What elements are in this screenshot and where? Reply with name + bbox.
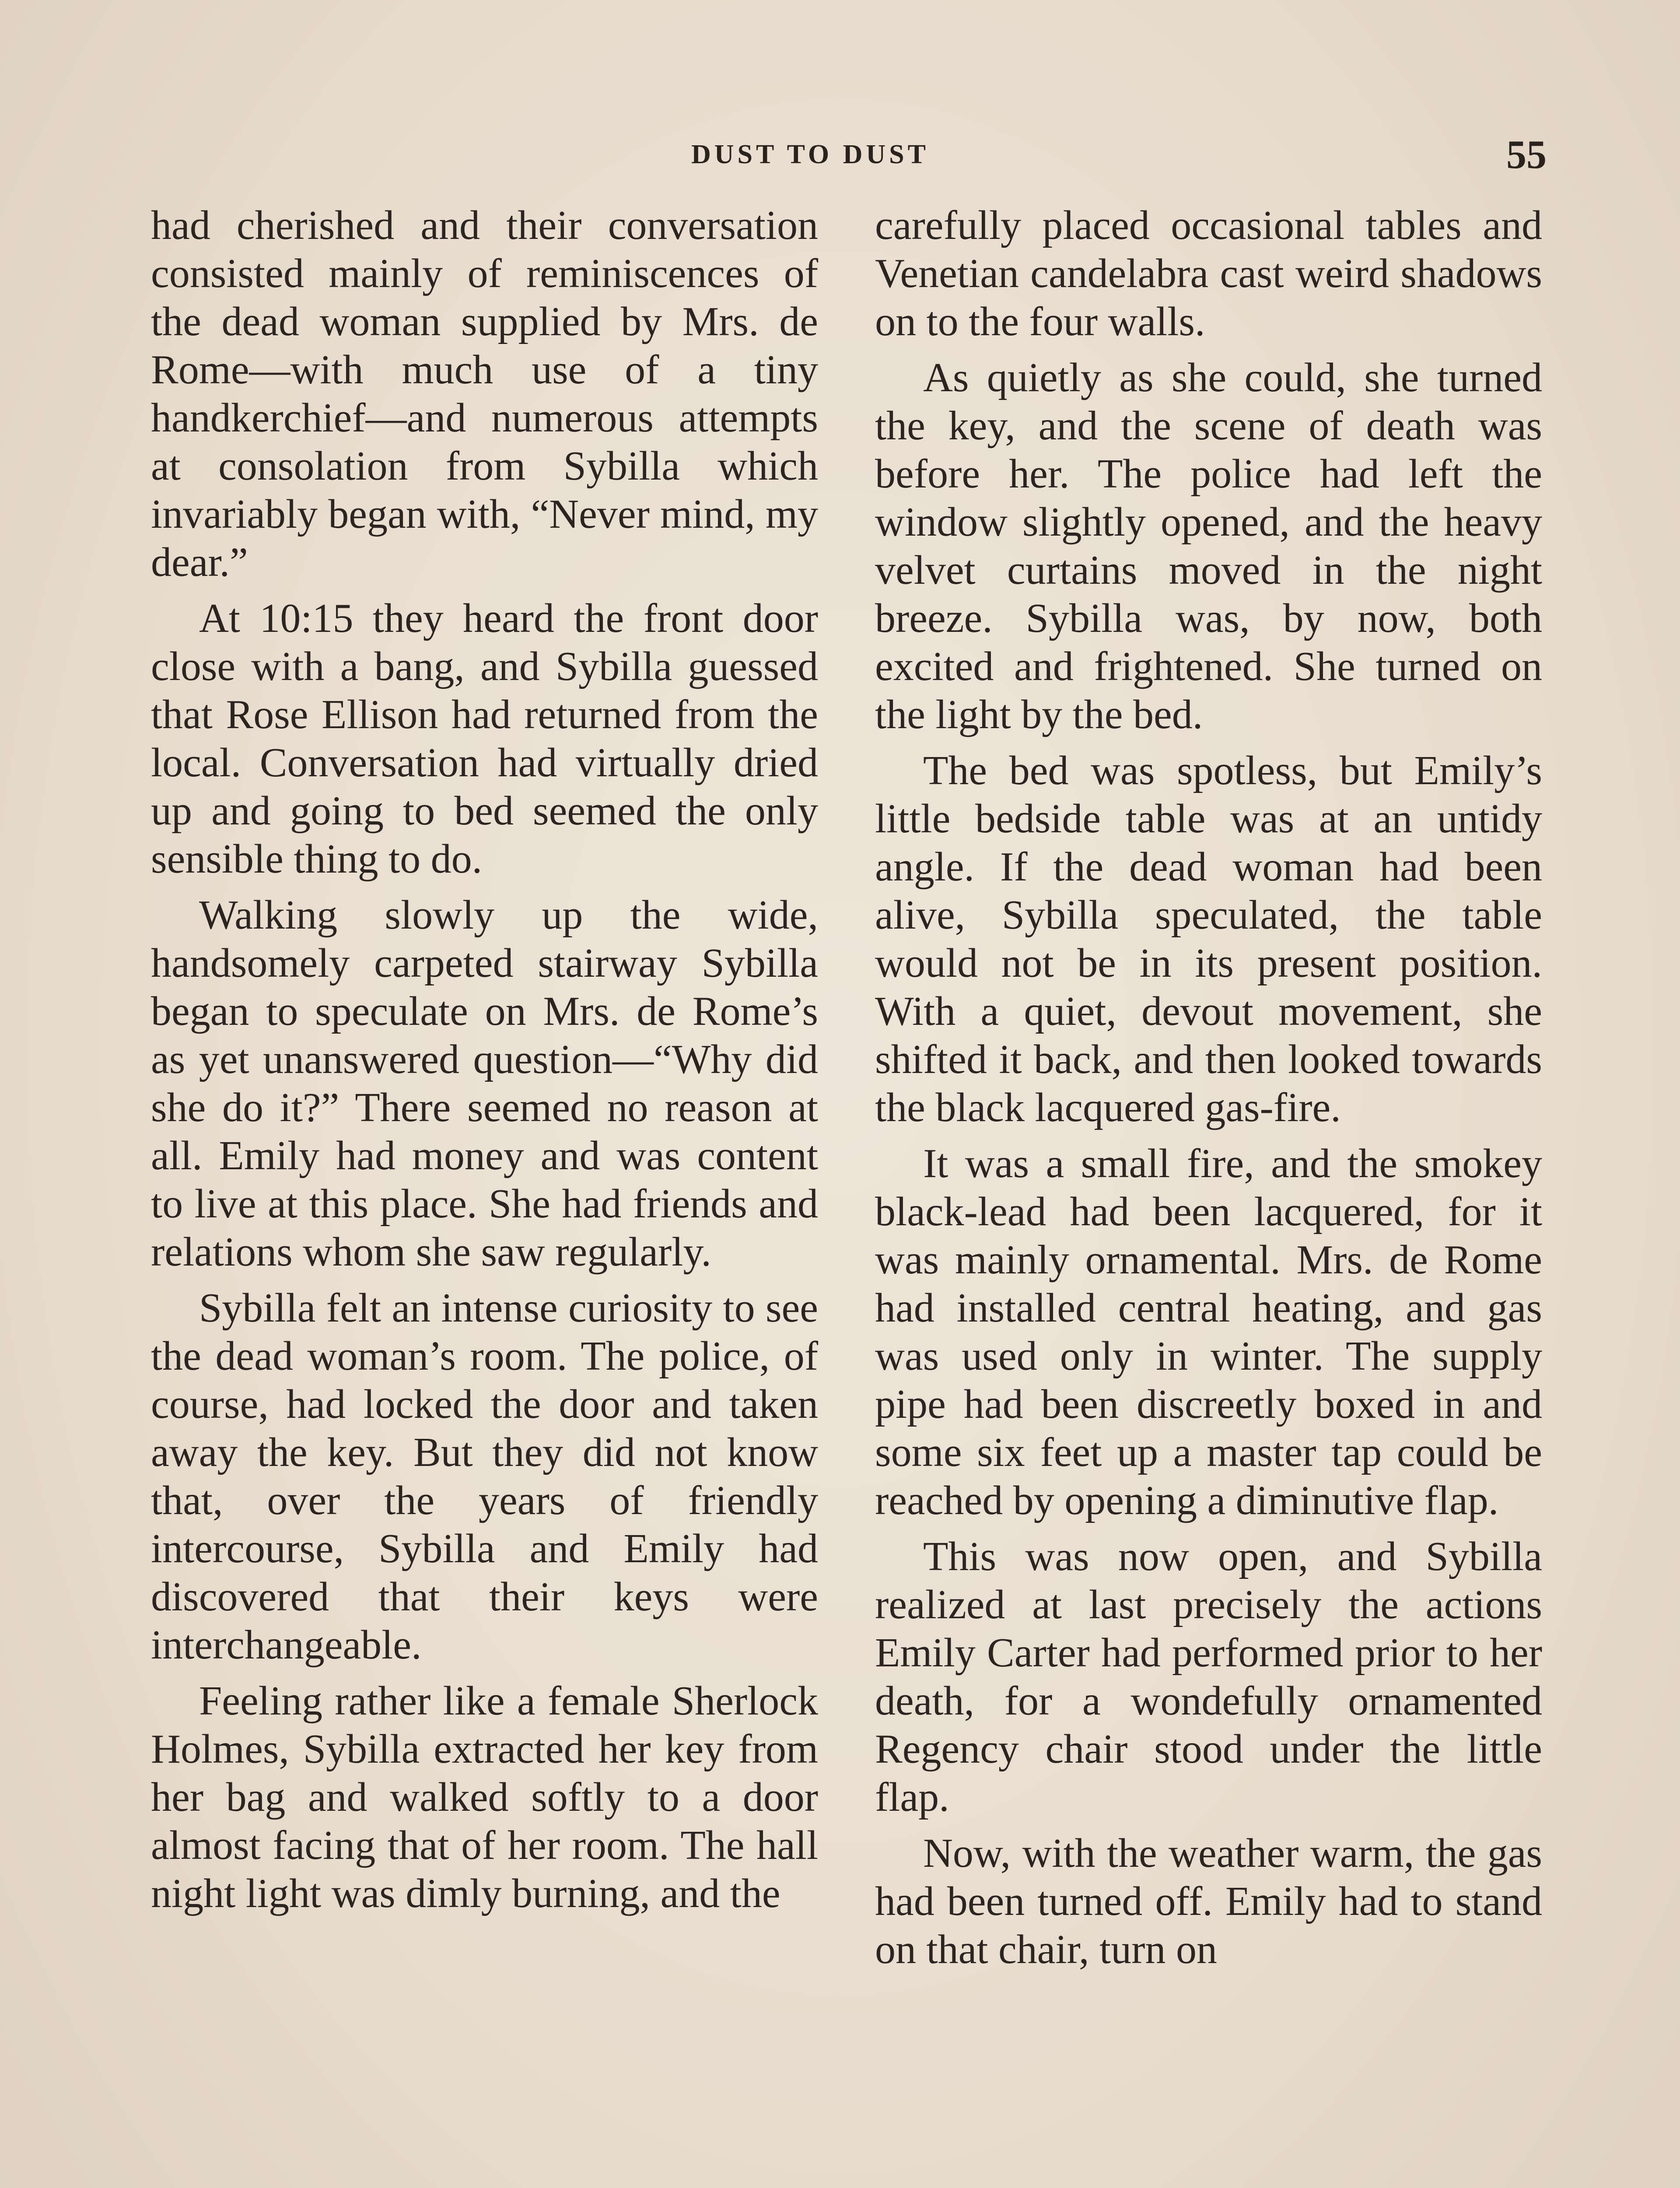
- running-title: DUST TO DUST: [691, 140, 929, 169]
- paragraph: Sybilla felt an intense curiosity to see the dead woman’s room. The police, of course, had locked the door and taken away the key. But they did not know that, over the years of friendly intercourse, Sybilla and Emily had discovered that their keys were interchangeable.: [151, 1285, 818, 1668]
- paragraph: carefully placed occasional tables and Venetian candelabra cast weird shadows on to the four walls.: [875, 203, 1542, 344]
- paragraph: It was a small fire, and the smokey black-lead had been lacquered, for it was mainly ornamental. Mrs. de Rome had installed central heating, and gas was used only in winter. The supply pipe had been discreetly boxed in and some six feet up a master tap could be reached by opening a diminutive flap.: [875, 1141, 1542, 1523]
- paragraph: As quietly as she could, she turned the key, and the scene of death was before her. The police had left the window slightly opened, and the heavy velvet curtains moved in the night breeze. Sybilla was, by now, both excited and frightened. She turned on the light by the bed.: [875, 355, 1542, 737]
- paragraph: Feeling rather like a female Sherlock Holmes, Sybilla extracted her key from her bag and walked softly to a door almost facing that of her room. The hall night light was dimly burning, and the: [151, 1678, 818, 1916]
- page-number: 55: [1506, 132, 1547, 177]
- left-column: [151, 201, 818, 1925]
- paragraph: The bed was spotless, but Emily’s little bedside table was at an untidy angle. If the dead woman had been alive, Sybilla speculated, the table would not be in its present position. With a quiet, devout movement, she shifted it back, and then looked towards the black lacquered gas-fire.: [875, 748, 1542, 1130]
- paragraph: Now, with the weather warm, the gas had been turned off. Emily had to stand on that chair, turn on: [875, 1830, 1542, 1972]
- paragraph: At 10:15 they heard the front door close with a bang, and Sybilla guessed that Rose Ellison had returned from the local. Conversation had virtually dried up and going to bed seemed the only sensible thing to do.: [151, 596, 818, 882]
- paragraph: This was now open, and Sybilla realized at last precisely the actions Emily Carter had performed prior to her death, for a wondefully ornamented Regency chair stood under the little flap.: [875, 1534, 1542, 1820]
- paragraph: had cherished and their conversation consisted mainly of reminiscences of the dead woman supplied by Mrs. de Rome—with much use of a tiny handkerchief—and numerous attempts at consolation from Sybilla which invariably began with, “Never mind, my dear.”: [151, 203, 818, 585]
- right-column: [875, 201, 1542, 1981]
- paragraph: Walking slowly up the wide, handsomely carpeted stairway Sybilla began to speculate on Mrs. de Rome’s as yet unanswered question—“Why did she do it?” There seemed no reason at all. Emily had money and was content to live at this place. She had friends and relations whom she saw regularly.: [151, 892, 818, 1275]
